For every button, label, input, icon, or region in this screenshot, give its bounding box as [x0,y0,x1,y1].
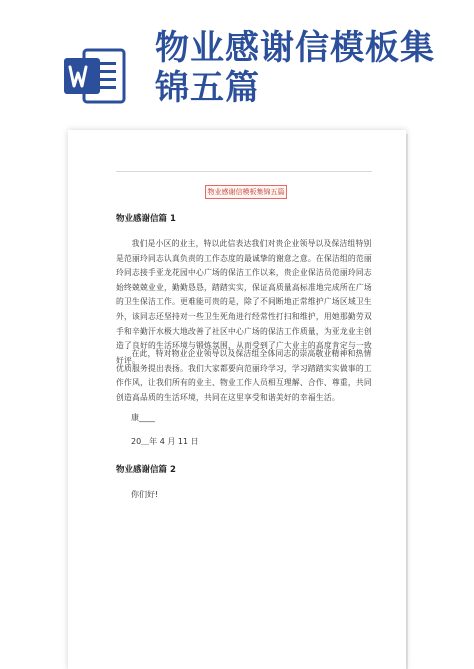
letter-date: 20＿年 4 月 11 日 [131,437,199,446]
section-title-2: 物业感谢信篇 2 [116,465,176,475]
paragraph-2: 在此，特对物业企业领导以及保洁组全体同志的崇高敬业精神和热情优质服务提出表扬。我们大家都要向范丽玲学习，学习踏踏实实做事的工作作风，让我们所有的业主、物业工作人员相互理解、合作、尊重，共同创造高品质的生活环境，共同在这里享受和谐美好的幸福生活。 [116,349,372,402]
paragraph-1: 我们是小区的业主，特以此信表达我们对贵企业领导以及保洁组特别是范丽玲同志认真负责的工作态度的最诚挚的谢意之意。在保洁组的范丽玲同志接手亚龙花园中心广场的保洁工作以来，贵企业保洁员范丽玲同志始终兢兢业业，勤勤恳恳，踏踏实实，保证高质量高标准地完成所在广场的卫生保洁工作。更难能可贵的是，除了不间断地正常维护广场区域卫生外，该同志还坚持对一些卫生死角进行经常性打扫和维护，用她那勤劳双手和辛勤汗水极大地改善了社区中心广场的保洁工作质量，为亚龙业主创造了良好的生活环境与锻炼氛围，从而受到了广大业主的高度肯定与一致好评。 [116,239,372,365]
word-document-icon [60,40,130,110]
header-rule [116,171,372,172]
page-title: 物业感谢信模板集锦五篇 [155,28,435,108]
signature: 康____ [131,413,155,422]
greeting: 你们好! [131,490,159,499]
document-heading: 物业感谢信模板集锦五篇 [205,185,287,199]
banner [0,0,474,120]
section-title-1: 物业感谢信篇 1 [116,214,176,224]
